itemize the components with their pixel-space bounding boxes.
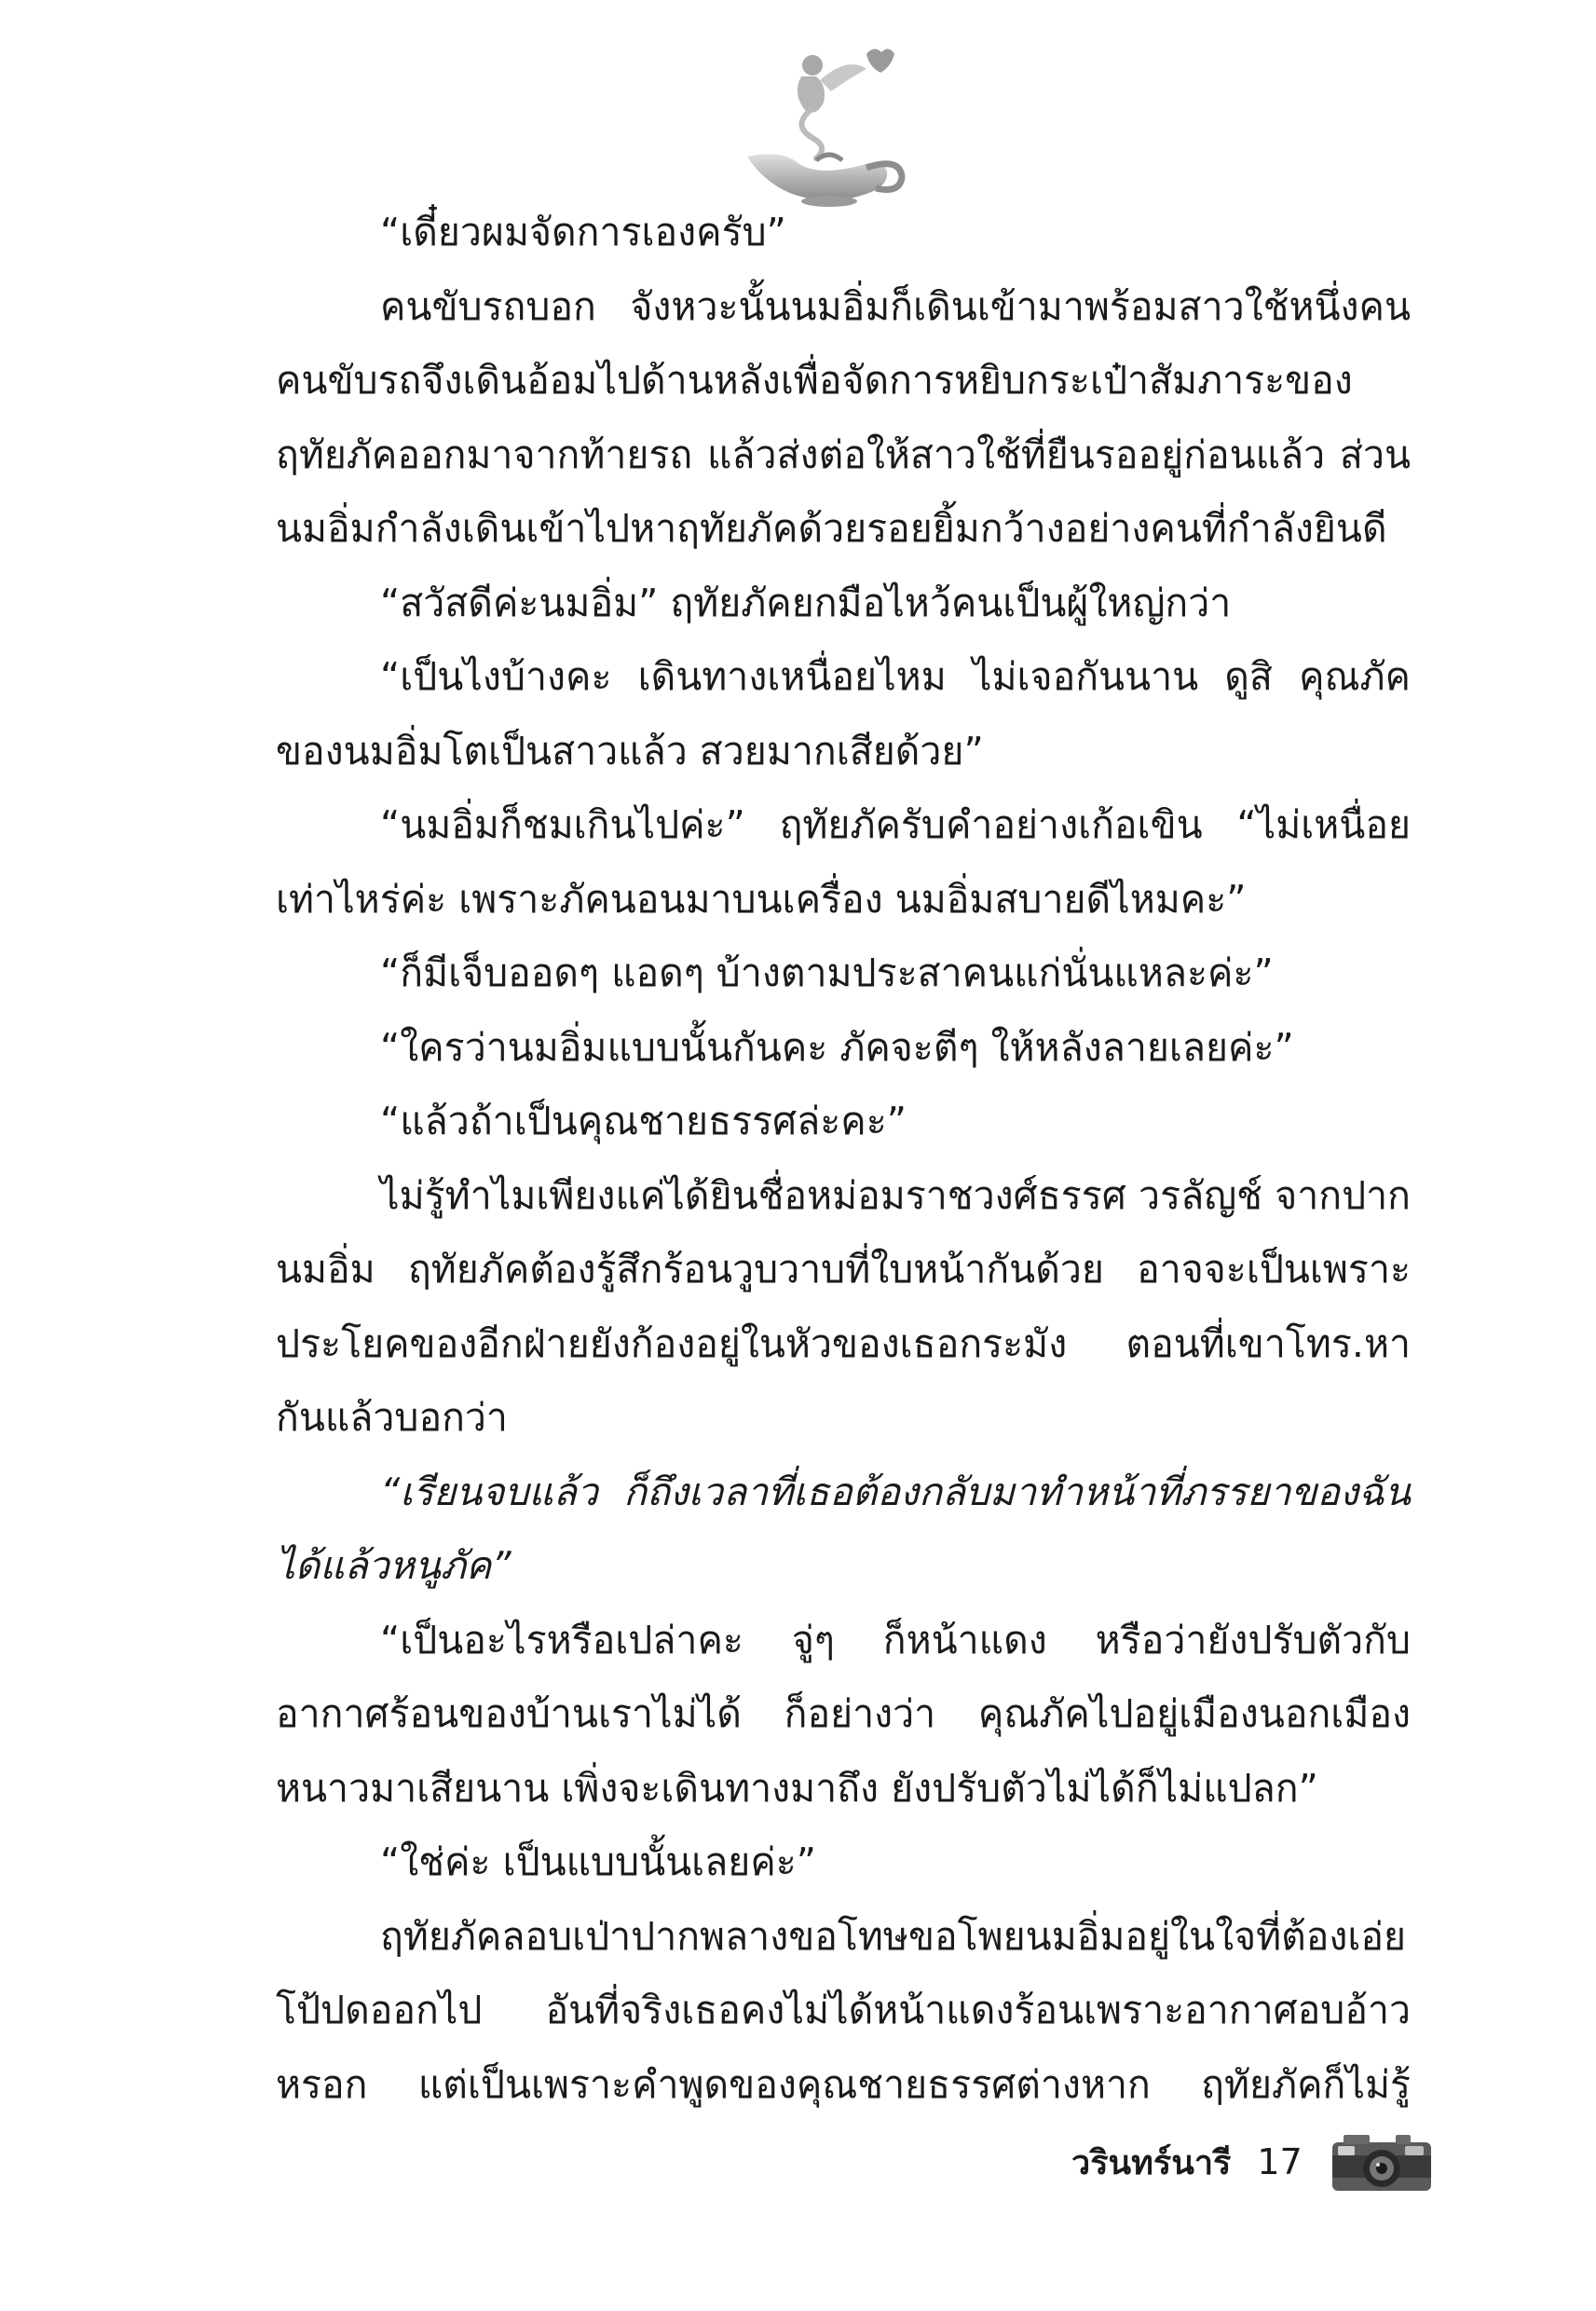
page-footer: [1071, 2125, 1433, 2199]
camera-icon: [1330, 2131, 1433, 2193]
paragraph: “แล้วถ้าเป็นคุณชายธรรศล่ะคะ”: [380, 1099, 907, 1143]
paragraph: “เป็นไงบ้างคะ เดินทางเหนื่อยไหม ไม่เจอกันนาน ดูสิ คุณภัคของนมอิ่มโตเป็นสาวแล้ว สวยมากเสียด้วย”: [276, 654, 1411, 773]
paragraph: “นมอิ่มก็ชมเกินไปค่ะ” ฤทัยภัครับคำอย่างเก้อเขิน “ไม่เหนื่อยเท่าไหร่ค่ะ เพราะภัคนอนมาบนเครื่อง นมอิ่มสบายดีไหมคะ”: [276, 802, 1411, 922]
paragraph: คนขับรถบอก จังหวะนั้นนมอิ่มก็เดินเข้ามาพร้อมสาวใช้หนึ่งคน คนขับรถจึงเดินอ้อมไปด้านหลังเพื่อจัดการหยิบกระเป๋าสัมภาระของฤทัยภัคออกมาจากท้ายรถ แล้วส่งต่อให้สาวใช้ที่ยืนรออยู่ก่อนแล้ว ส่วนนมอิ่มกำลังเดินเข้าไปหาฤทัยภัคด้วยรอยยิ้มกว้างอย่างคนที่กำลังยินดี: [276, 283, 1411, 551]
paragraph: “สวัสดีค่ะนมอิ่ม” ฤทัยภัคยกมือไหว้คนเป็นผู้ใหญ่กว่า: [380, 580, 1232, 625]
paragraph: “เป็นอะไรหรือเปล่าคะ จู่ๆ ก็หน้าแดง หรือว่ายังปรับตัวกับอากาศร้อนของบ้านเราไม่ได้ ก็อย่างว่า คุณภัคไปอยู่เมืองนอกเมืองหนาวมาเสียนาน เพิ่งจะเดินทางมาถึง ยังปรับตัวไม่ได้ก็ไม่แปลก”: [276, 1617, 1411, 1811]
genie-lamp-ornament-icon: [727, 37, 913, 214]
body-text: [276, 196, 1411, 2122]
italic-quote-paragraph: “เรียนจบแล้ว ก็ถึงเวลาที่เธอต้องกลับมาทำหน้าที่ภรรยาของฉันได้แล้วหนูภัค”: [276, 1469, 1411, 1588]
paragraph: “ก็มีเจ็บออดๆ แอดๆ บ้างตามประสาคนแก่นั่นแหละค่ะ”: [380, 950, 1274, 995]
book-title: วรินทร์นารี: [1071, 2143, 1232, 2182]
paragraph: ฤทัยภัคลอบเป่าปากพลางขอโทษขอโพยนมอิ่มอยู่ในใจที่ต้องเอ่ยโป้ปดออกไป อันที่จริงเธอคงไม่ได้หน้าแดงร้อนเพราะอากาศอบอ้าวหรอก แต่เป็นเพราะคำพูดของคุณชายธรรศต่างหาก ฤทัยภัคก็ไม่รู้: [276, 1913, 1411, 2107]
paragraph: ไม่รู้ทำไมเพียงแค่ได้ยินชื่อหม่อมราชวงศ์ธรรศ วรลัญช์ จากปากนมอิ่ม ฤทัยภัคต้องรู้สึกร้อนวูบวาบที่ใบหน้ากันด้วย อาจจะเป็นเพราะประโยคของอีกฝ่ายยังก้องอยู่ในหัวของเธอกระมัง ตอนที่เขาโทร.หากันแล้วบอกว่า: [276, 1172, 1411, 1440]
paragraph: “เดี๋ยวผมจัดการเองครับ”: [380, 210, 786, 254]
paragraph: “ใครว่านมอิ่มแบบนั้นกันคะ ภัคจะตีๆ ให้หลังลายเลยค่ะ”: [380, 1024, 1294, 1070]
page-number: 17: [1257, 2141, 1303, 2182]
paragraph: “ใช่ค่ะ เป็นแบบนั้นเลยค่ะ”: [380, 1839, 817, 1884]
